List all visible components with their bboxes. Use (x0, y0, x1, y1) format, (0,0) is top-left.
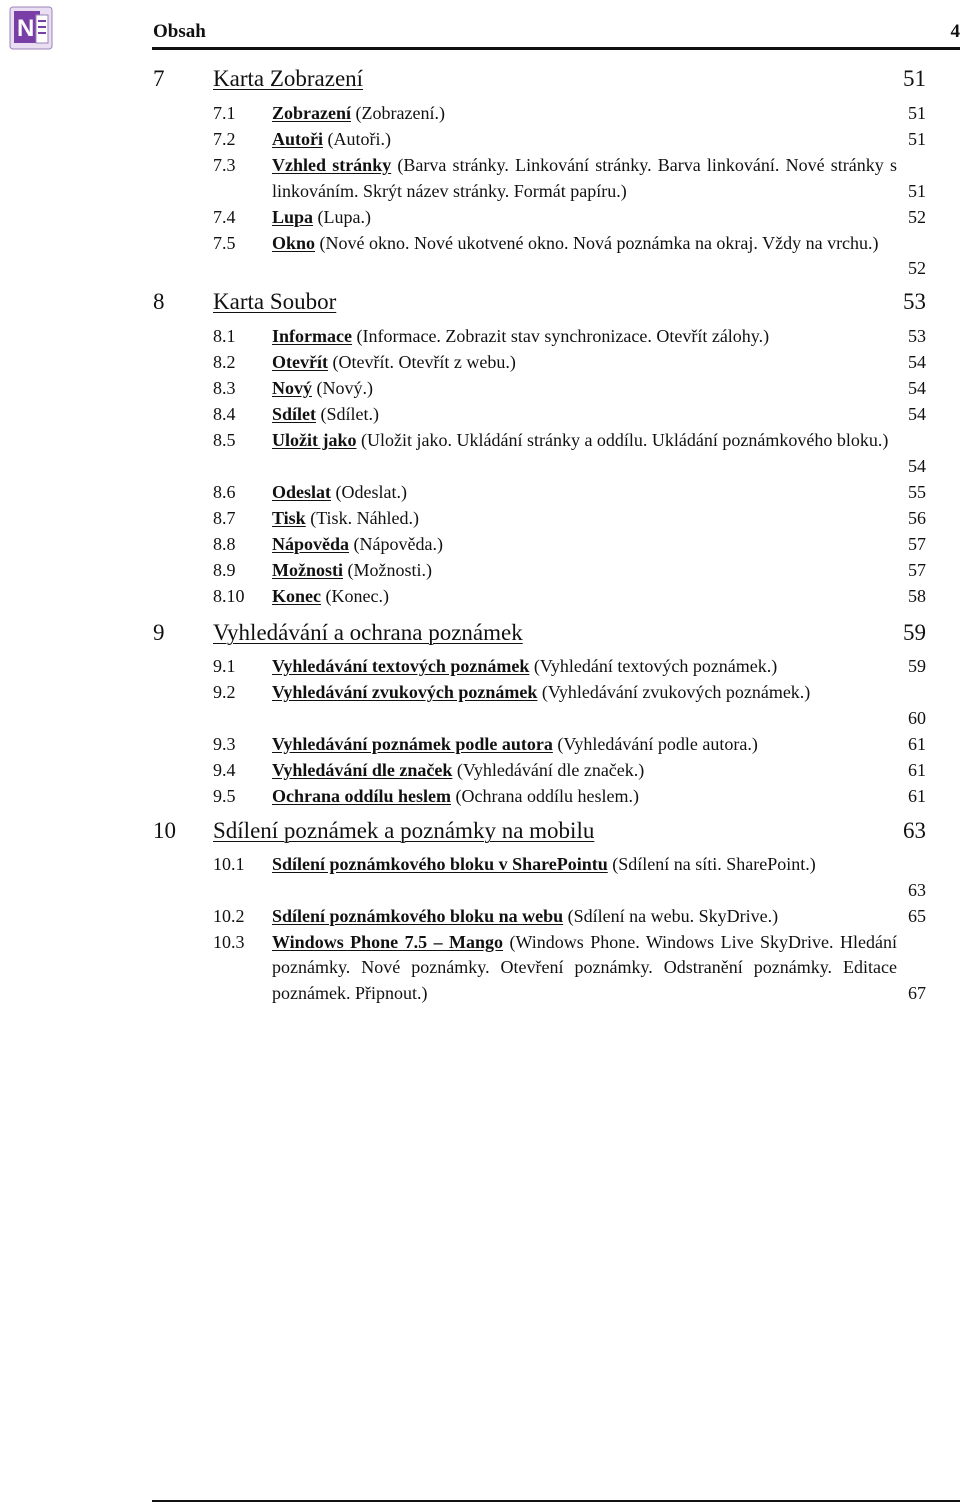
toc-section-row (0, 584, 960, 610)
section-title-link[interactable]: Autoři (272, 129, 323, 149)
section-number: 7.4 (213, 206, 236, 227)
toc-section-row (0, 758, 960, 784)
section-title-link[interactable]: Vzhled stránky (272, 155, 392, 175)
onenote-logo-icon (8, 5, 54, 51)
section-title-link[interactable]: Lupa (272, 206, 314, 227)
section-entry (272, 402, 882, 428)
section-description: (Nový.) (312, 378, 373, 398)
section-title-link[interactable]: Tisk (272, 507, 306, 528)
section-description: (Odeslat.) (331, 481, 407, 502)
section-page-number: 54 (908, 404, 926, 424)
section-description: (Možnosti.) (343, 559, 432, 580)
chapter-title-link[interactable]: Karta Soubor (213, 289, 337, 314)
section-page-number: 52 (908, 206, 926, 227)
section-title-link[interactable]: Vyhledávání dle značek (272, 759, 453, 780)
section-number: 8.1 (213, 326, 236, 346)
section-description: (Vyhledávání podle autora.) (552, 733, 758, 754)
section-page-number: 51 (908, 180, 926, 201)
section-entry (272, 758, 882, 784)
chapter-title-link[interactable]: Karta Zobrazení (213, 66, 364, 91)
section-number: 7.1 (213, 103, 236, 123)
toc-section-row (0, 402, 960, 428)
section-page-number: 51 (908, 103, 926, 123)
toc-section-row (0, 654, 960, 680)
section-entry (272, 428, 897, 454)
toc-section-row (0, 930, 960, 1007)
section-page-number: 58 (908, 585, 926, 606)
toc-section-row (0, 153, 960, 204)
section-page-number: 61 (908, 785, 926, 806)
section-entry (272, 558, 882, 584)
toc-section-row (0, 101, 960, 127)
toc-section-row (0, 231, 960, 282)
section-page-number: 57 (908, 533, 926, 554)
section-title-link[interactable]: Sdílení poznámkového bloku v SharePointu (272, 854, 608, 874)
toc-section-row (0, 784, 960, 810)
toc-section-row (0, 428, 960, 479)
page-header-title: Obsah (153, 21, 206, 42)
toc-section-row (0, 324, 960, 350)
section-number: 10.2 (213, 905, 245, 926)
section-title-link[interactable]: Otevřít (272, 352, 328, 372)
section-entry (272, 654, 882, 680)
section-page-number: 54 (908, 378, 926, 398)
section-title-link[interactable]: Nápověda (272, 533, 350, 554)
section-entry (272, 101, 882, 127)
section-description: (Konec.) (321, 585, 389, 606)
section-number: 8.2 (213, 352, 236, 372)
section-title-link[interactable]: Uložit jako (272, 430, 357, 450)
chapter-page-number: 59 (903, 620, 926, 645)
section-page-number: 53 (908, 326, 926, 346)
section-description: (Autoři.) (323, 129, 391, 149)
section-number: 7.5 (213, 232, 236, 253)
toc-section-row (0, 904, 960, 930)
section-description: (Sdílet.) (316, 404, 380, 424)
section-title-link[interactable]: Konec (272, 585, 321, 606)
chapter-page-number: 51 (903, 66, 926, 91)
toc-section-row (0, 480, 960, 506)
chapter-number: 9 (153, 620, 165, 645)
section-entry (272, 732, 882, 758)
section-entry (272, 350, 882, 376)
section-title-link[interactable]: Vyhledávání poznámek podle autora (272, 733, 553, 754)
section-description: (Tisk. Náhled.) (305, 507, 420, 528)
chapter-number: 10 (153, 818, 176, 843)
toc-section-row (0, 732, 960, 758)
toc-section-row (0, 506, 960, 532)
section-title-link[interactable]: Vyhledávání textových poznámek (272, 656, 530, 676)
section-number: 8.5 (213, 430, 236, 450)
section-title-link[interactable]: Sdílení poznámkového bloku na webu (272, 905, 564, 926)
section-page-number: 56 (908, 507, 926, 528)
toc-chapter (0, 289, 960, 319)
section-page-number: 67 (908, 982, 926, 1003)
section-number: 9.4 (213, 759, 236, 780)
section-description: (Nové okno. Nové ukotvené okno. Nová poznámka na okraj. Vždy na vrchu.) (315, 232, 879, 253)
toc-chapter (0, 620, 960, 650)
section-description: (Vyhledávání zvukových poznámek.) (537, 682, 811, 702)
chapter-number: 8 (153, 289, 165, 314)
footer-rule (152, 1500, 960, 1502)
toc-chapter (0, 66, 960, 96)
section-entry (272, 532, 882, 558)
section-page-number: 54 (908, 352, 926, 372)
header-rule (152, 47, 960, 50)
section-entry (272, 506, 882, 532)
section-page-number: 57 (908, 559, 926, 580)
section-entry (272, 904, 882, 930)
section-description: (Vyhledání textových poznámek.) (529, 656, 778, 676)
section-number: 8.6 (213, 481, 236, 502)
section-description: (Barva stránky. Linkování stránky. Barva linkování. Nové stránky s linkováním. Skrýt název stránky. Formát papíru.) (272, 155, 897, 201)
section-entry (272, 584, 882, 610)
section-description: (Informace. Zobrazit stav synchronizace. Otevřít zálohy.) (351, 326, 770, 346)
section-entry (272, 153, 897, 204)
section-page-number: 60 (908, 707, 926, 728)
section-page-number: 61 (908, 759, 926, 780)
section-description: (Windows Phone. Windows Live SkyDrive. Hledání poznámky. Nové poznámky. Otevření poznámky. Odstranění poznámky. Editace poznámek. Připnout.) (272, 931, 897, 1003)
section-entry (272, 376, 882, 402)
toc-section-row (0, 205, 960, 231)
toc-section-row (0, 532, 960, 558)
section-number: 8.8 (213, 533, 236, 554)
section-page-number: 51 (908, 129, 926, 149)
section-entry (272, 231, 897, 257)
section-description: (Sdílení na síti. SharePoint.) (607, 854, 816, 874)
section-page-number: 52 (908, 258, 926, 278)
section-title-link[interactable]: Odeslat (272, 481, 332, 502)
section-number: 8.4 (213, 404, 236, 424)
section-title-link[interactable]: Ochrana oddílu heslem (272, 785, 452, 806)
toc-section-row (0, 852, 960, 903)
toc-section-row (0, 350, 960, 376)
section-entry (272, 852, 897, 878)
section-title-link[interactable]: Vyhledávání zvukových poznámek (272, 682, 538, 702)
section-description: (Zobrazení.) (351, 103, 445, 123)
section-number: 9.2 (213, 682, 236, 702)
section-page-number: 54 (908, 455, 926, 476)
section-number: 7.2 (213, 129, 236, 149)
section-description: (Lupa.) (313, 206, 372, 227)
section-entry (272, 930, 897, 1007)
section-description: (Otevřít. Otevřít z webu.) (327, 352, 516, 372)
section-title-link[interactable]: Okno (272, 232, 316, 253)
section-entry (272, 324, 882, 350)
chapter-title-link[interactable]: Vyhledávání a ochrana poznámek (213, 620, 523, 645)
section-number: 8.9 (213, 559, 236, 580)
chapter-number: 7 (153, 66, 165, 91)
section-number: 9.5 (213, 785, 236, 806)
section-title-link[interactable]: Možnosti (272, 559, 343, 580)
section-page-number: 63 (908, 879, 926, 900)
toc-section-row (0, 376, 960, 402)
section-entry (272, 127, 882, 153)
section-description: (Uložit jako. Ukládání stránky a oddílu. Ukládání poznámkového bloku.) (356, 430, 889, 450)
section-number: 9.1 (213, 656, 236, 676)
section-number: 8.3 (213, 378, 236, 398)
section-title-link[interactable]: Informace (272, 326, 352, 346)
section-title-link[interactable]: Nový (272, 378, 312, 398)
section-entry (272, 680, 897, 706)
toc-section-row (0, 680, 960, 731)
chapter-title-link[interactable]: Sdílení poznámek a poznámky na mobilu (213, 818, 595, 843)
section-number: 8.7 (213, 507, 236, 528)
section-entry (272, 480, 882, 506)
svg-text:N: N (17, 15, 35, 42)
section-entry (272, 205, 882, 231)
section-page-number: 61 (908, 733, 926, 754)
chapter-page-number: 63 (903, 818, 926, 843)
section-number: 9.3 (213, 733, 236, 754)
section-number: 8.10 (213, 585, 245, 606)
chapter-page-number: 53 (903, 289, 926, 314)
section-page-number: 59 (908, 656, 926, 676)
toc-section-row (0, 127, 960, 153)
section-number: 10.1 (213, 854, 245, 874)
section-description: (Nápověda.) (349, 533, 443, 554)
section-description: (Sdílení na webu. SkyDrive.) (563, 905, 779, 926)
section-description: (Vyhledávání dle značek.) (452, 759, 645, 780)
toc-section-row (0, 558, 960, 584)
section-title-link[interactable]: Sdílet (272, 404, 317, 424)
page-number: 4 (950, 21, 960, 42)
section-entry (272, 784, 882, 810)
section-page-number: 65 (908, 905, 926, 926)
section-number: 7.3 (213, 155, 236, 175)
section-title-link[interactable]: Zobrazení (272, 103, 351, 123)
toc-chapter (0, 818, 960, 848)
section-title-link[interactable]: Windows Phone 7.5 – Mango (272, 931, 504, 952)
section-number: 10.3 (213, 931, 245, 952)
section-description: (Ochrana oddílu heslem.) (451, 785, 639, 806)
section-page-number: 55 (908, 481, 926, 502)
